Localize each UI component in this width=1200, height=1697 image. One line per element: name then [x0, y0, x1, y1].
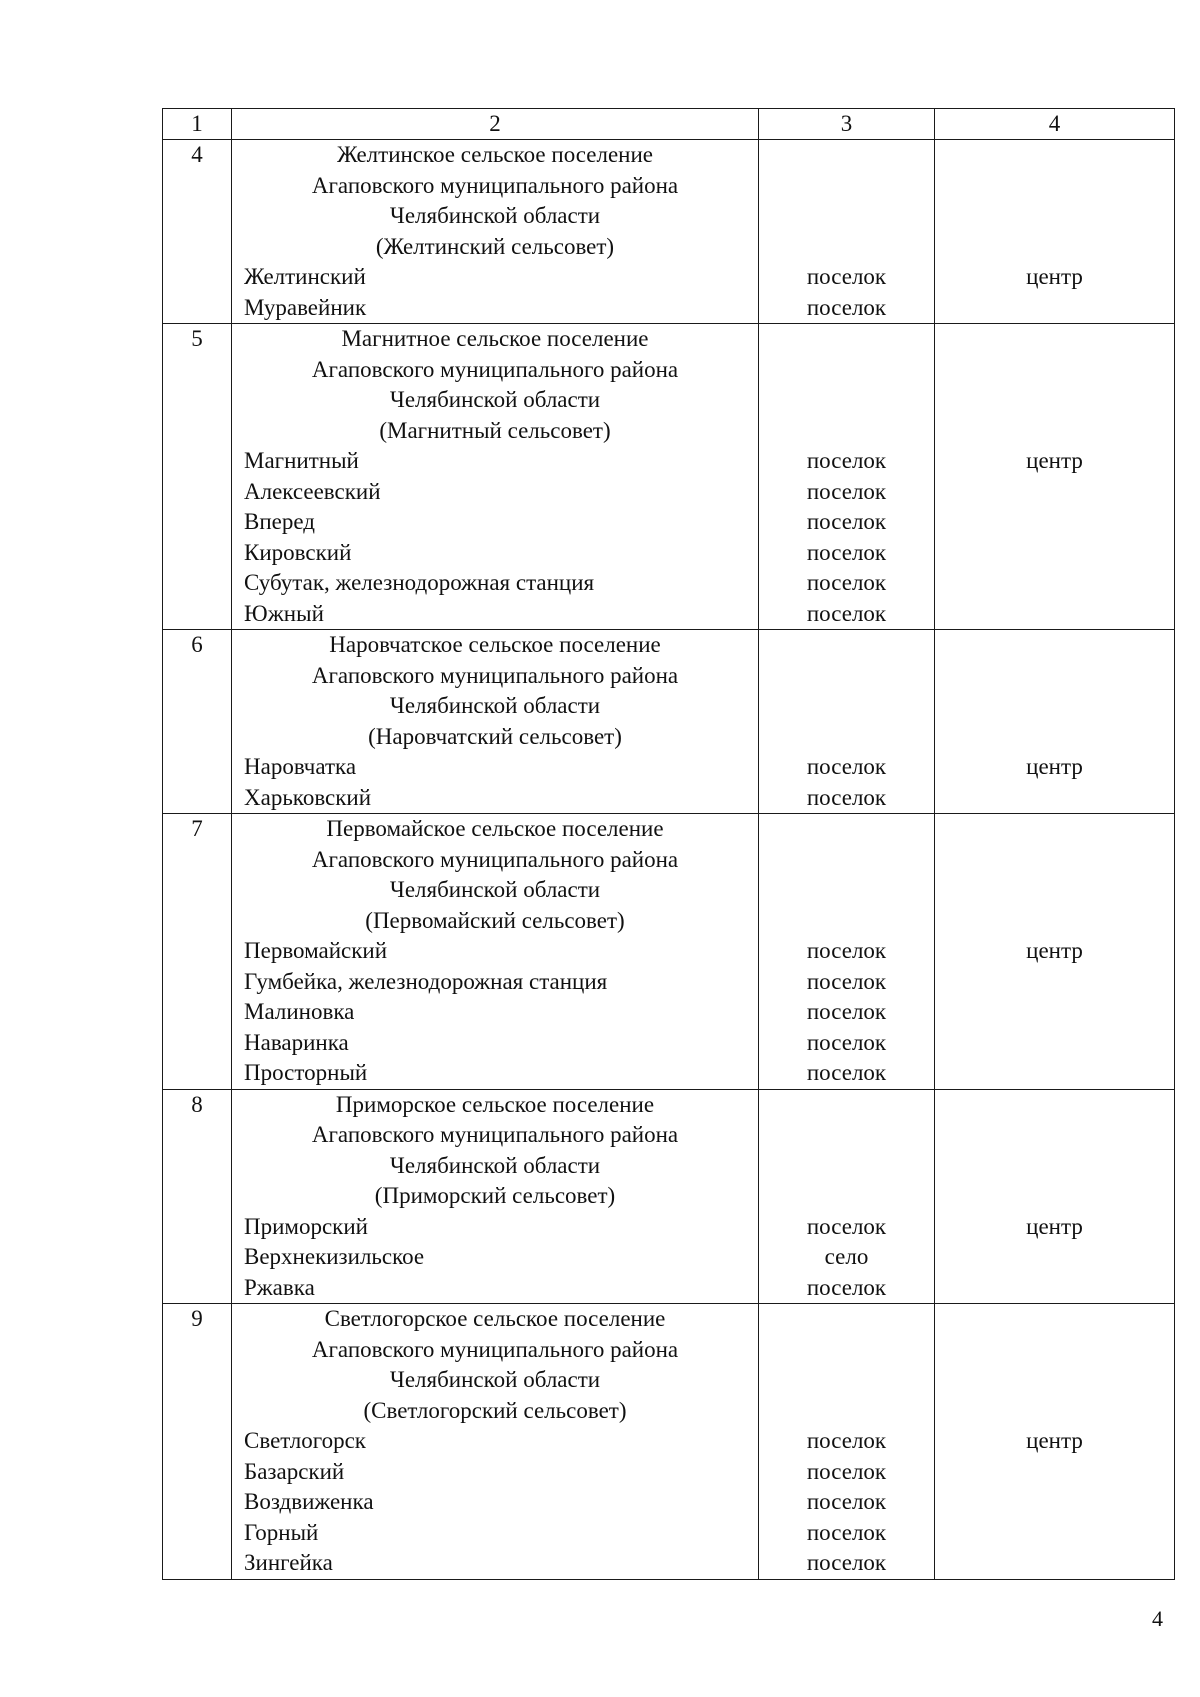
locality-status [935, 1548, 1174, 1579]
locality-status: центр [1026, 1213, 1083, 1239]
settlement-title-line: Челябинской области [389, 877, 601, 902]
group-name-cell [232, 324, 759, 630]
settlement-title [232, 630, 758, 752]
locality-name: Светлогорск [244, 1428, 366, 1453]
locality-name: Наваринка [244, 1029, 349, 1055]
settlement-title-line: (Первомайский сельсовет) [365, 907, 625, 933]
locality-name: Наровчатка [244, 754, 357, 779]
locality-name: Воздвиженка [244, 1489, 374, 1514]
settlement-title [232, 1304, 758, 1426]
locality-name: Приморский [244, 1213, 368, 1239]
locality-type: поселок [806, 509, 887, 534]
locality-type-cell [759, 1089, 935, 1304]
settlement-title-line: Челябинской области [389, 693, 601, 718]
header-col-3: 3 [759, 109, 935, 140]
locality-status [935, 1273, 1174, 1304]
locality-type: поселок [806, 1428, 887, 1453]
group-name-cell [232, 140, 759, 324]
group-name-cell [232, 1304, 759, 1580]
locality-type: поселок [806, 1060, 887, 1085]
settlement-title-line: Желтинское сельское поселение [337, 142, 653, 167]
locality-type-cell [759, 324, 935, 630]
locality-name: Зингейка [244, 1550, 333, 1575]
settlement-title-line: Челябинской области [389, 1367, 601, 1392]
locality-type: поселок [806, 570, 887, 595]
locality-status-cell [935, 814, 1175, 1090]
locality-status [935, 1028, 1174, 1059]
locality-status [935, 967, 1174, 998]
locality-status: центр [1026, 938, 1083, 963]
locality-name: Южный [244, 600, 324, 626]
settlement-title-line: Светлогорское сельское поселение [324, 1306, 666, 1331]
group-number: 9 [163, 1304, 232, 1580]
locality-type-cell [759, 1304, 935, 1580]
group-row [163, 324, 1175, 630]
header-col-4: 4 [935, 109, 1175, 140]
group-number: 6 [163, 630, 232, 814]
group-row [163, 140, 1175, 324]
group-name-cell [232, 1089, 759, 1304]
table-body [163, 109, 1175, 1580]
locality-type: поселок [806, 938, 887, 963]
locality-status-cell [935, 1089, 1175, 1304]
locality-name: Просторный [244, 1060, 368, 1085]
locality-name: Базарский [244, 1458, 345, 1484]
settlement-title-line: Наровчатское сельское поселение [329, 632, 661, 657]
settlement-title-line: (Магнитный сельсовет) [379, 417, 611, 443]
locality-status-cell [935, 630, 1175, 814]
settlement-title [232, 1090, 758, 1212]
locality-name: Магнитный [244, 448, 359, 473]
locality-type: поселок [806, 1519, 887, 1545]
group-row [163, 1304, 1175, 1580]
locality-type: поселок [806, 754, 887, 779]
page-number: 4 [1152, 1606, 1163, 1631]
locality-status [935, 1242, 1174, 1273]
locality-status: центр [1026, 448, 1083, 473]
settlement-title-line: Челябинской области [389, 1152, 601, 1178]
locality-type: поселок [806, 448, 887, 473]
locality-name: Гумбейка, железнодорожная станция [244, 968, 608, 994]
settlement-title-line: Челябинской области [389, 387, 601, 412]
group-name-cell [232, 814, 759, 1090]
group-number: 7 [163, 814, 232, 1090]
settlement-title-line: Магнитное сельское поселение [341, 326, 649, 351]
group-row [163, 814, 1175, 1090]
header-col-1: 1 [163, 109, 232, 140]
settlement-title-line: Агаповского муниципального района [311, 662, 679, 688]
locality-status [935, 1487, 1174, 1518]
locality-name: Первомайский [244, 938, 387, 963]
locality-name: Кировский [244, 539, 352, 565]
locality-name: Верхнекизильское [244, 1244, 425, 1269]
locality-status [935, 293, 1174, 324]
locality-type: поселок [806, 1213, 887, 1239]
locality-status: центр [1026, 1428, 1083, 1453]
locality-status [935, 507, 1174, 538]
locality-type-cell [759, 814, 935, 1090]
locality-type-cell [759, 630, 935, 814]
settlement-title-line: (Приморский сельсовет) [374, 1183, 616, 1208]
group-number: 4 [163, 140, 232, 324]
settlement-title [232, 140, 758, 262]
settlement-title-line: Агаповского муниципального района [311, 172, 679, 198]
locality-type: поселок [806, 478, 887, 504]
locality-name: Алексеевский [244, 478, 381, 504]
locality-type: поселок [806, 1274, 887, 1300]
locality-status [935, 997, 1174, 1028]
locality-status [935, 1518, 1174, 1549]
locality-name: Ржавка [244, 1274, 315, 1300]
settlement-title-line: Первомайское сельское поселение [326, 816, 664, 841]
locality-type: поселок [806, 968, 887, 994]
settlement-title [232, 814, 758, 936]
settlement-title-line: (Желтинский сельсовет) [375, 233, 615, 259]
locality-status [935, 568, 1174, 599]
header-row [163, 109, 1175, 140]
locality-status [935, 783, 1174, 814]
settlement-title-line: Челябинской области [389, 203, 601, 228]
settlement-title-line: Агаповского муниципального района [311, 846, 679, 872]
settlement-title-line: (Светлогорский сельсовет) [363, 1397, 627, 1423]
locality-type: поселок [806, 294, 887, 320]
settlement-title-line: Агаповского муниципального района [311, 1122, 679, 1147]
locality-type: поселок [806, 1029, 887, 1055]
locality-type: поселок [806, 999, 887, 1024]
locality-type: село [824, 1244, 869, 1269]
locality-type: поселок [806, 600, 887, 626]
locality-status [935, 1457, 1174, 1488]
header-col-2: 2 [232, 109, 759, 140]
settlement-title-line: (Наровчатский сельсовет) [368, 723, 622, 749]
locality-type: поселок [806, 264, 887, 289]
locality-name: Желтинский [244, 264, 366, 289]
locality-name: Муравейник [244, 294, 367, 320]
locality-name: Харьковский [244, 784, 372, 810]
locality-name: Субутак, железнодорожная станция [244, 570, 595, 595]
locality-status: центр [1026, 264, 1083, 289]
locality-type: поселок [806, 1458, 887, 1484]
settlement-title [232, 324, 758, 446]
locality-type: поселок [806, 1489, 887, 1514]
group-row [163, 1089, 1175, 1304]
locality-status-cell [935, 324, 1175, 630]
locality-name: Малиновка [244, 999, 355, 1024]
locality-status-cell [935, 1304, 1175, 1580]
locality-status-cell [935, 140, 1175, 324]
settlement-title-line: Агаповского муниципального района [311, 1336, 679, 1362]
locality-status [935, 599, 1174, 630]
locality-type: поселок [806, 1550, 887, 1575]
locality-type: поселок [806, 539, 887, 565]
locality-name: Вперед [244, 509, 315, 534]
group-number: 8 [163, 1089, 232, 1304]
settlement-title-line: Агаповского муниципального района [311, 356, 679, 382]
group-row [163, 630, 1175, 814]
locality-status [935, 477, 1174, 508]
locality-type: поселок [806, 784, 887, 810]
group-number: 5 [163, 324, 232, 630]
locality-type-cell [759, 140, 935, 324]
settlements-table [162, 108, 1175, 1580]
locality-name: Горный [244, 1519, 319, 1545]
group-name-cell [232, 630, 759, 814]
locality-status [935, 538, 1174, 569]
locality-status [935, 1058, 1174, 1089]
locality-status: центр [1026, 754, 1083, 779]
settlement-title-line: Приморское сельское поселение [335, 1091, 655, 1117]
